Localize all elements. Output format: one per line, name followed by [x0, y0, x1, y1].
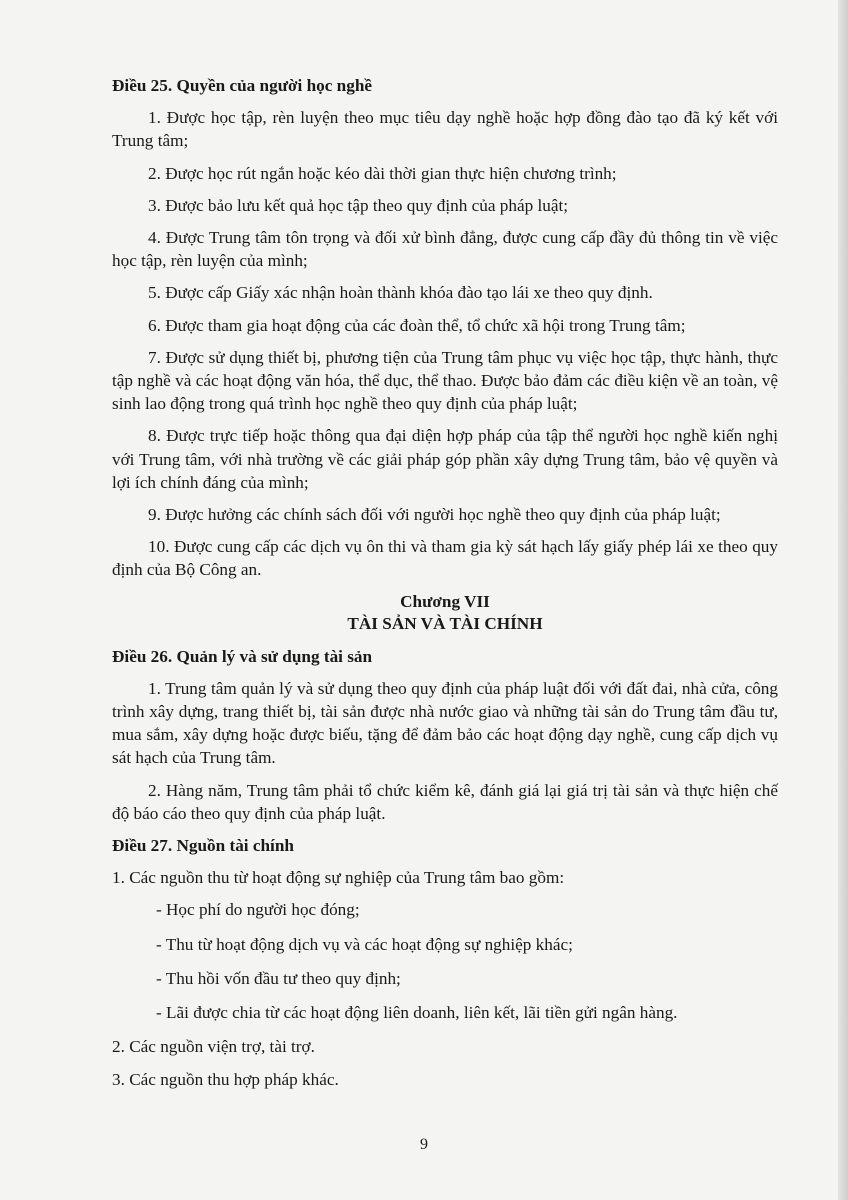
article-26-heading: Điều 26. Quản lý và sử dụng tài sản — [112, 646, 373, 666]
article-27-item-3: 3. Các nguồn thu hợp pháp khác. — [112, 1069, 339, 1089]
page-number: 9 — [420, 1136, 428, 1153]
article-26-item-1: 1. Trung tâm quản lý và sử dụng theo quy định của pháp luật đối với đất đai, nhà cửa, công trình xây dựng, trang thiết bị, tài sản được nhà nước giao và những tài sản do Trung tâm đầu tư, mua sắm, xây dựng hoặc được biếu, tặng để đảm bảo các hoạt động dạy nghề, cung cấp dịch vụ sát hạch của Trung tâm. — [112, 678, 778, 768]
article-27-item-2: 2. Các nguồn viện trợ, tài trợ. — [112, 1037, 315, 1057]
article-27-dash-1: - Học phí do người học đóng; — [156, 900, 360, 920]
article-25-item-6: 6. Được tham gia hoạt động của các đoàn thể, tổ chức xã hội trong Trung tâm; — [148, 315, 686, 335]
article-26-item-2: 2. Hàng năm, Trung tâm phải tổ chức kiểm kê, đánh giá lại giá trị tài sản và thực hiện chế độ báo cáo theo quy định của pháp luật. — [112, 780, 778, 823]
article-25-item-10: 10. Được cung cấp các dịch vụ ôn thi và tham gia kỳ sát hạch lấy giấy phép lái xe theo quy định của Bộ Công an. — [112, 537, 778, 580]
article-27-item-1: 1. Các nguồn thu từ hoạt động sự nghiệp của Trung tâm bao gồm: — [112, 868, 565, 888]
article-25-heading: Điều 25. Quyền của người học nghề — [112, 76, 373, 95]
article-27-dash-2: - Thu từ hoạt động dịch vụ và các hoạt động sự nghiệp khác; — [156, 934, 573, 954]
article-27-dash-4: - Lãi được chia từ các hoạt động liên doanh, liên kết, lãi tiền gửi ngân hàng. — [156, 1003, 678, 1023]
article-25-item-9: 9. Được hưởng các chính sách đối với người học nghề theo quy định của pháp luật; — [148, 505, 721, 525]
article-25-item-8: 8. Được trực tiếp hoặc thông qua đại diện hợp pháp của tập thể người học nghề kiến nghị với Trung tâm, với nhà trường về các giải pháp góp phần xây dựng Trung tâm, bảo vệ quyền và lợi ích chính đáng của mình; — [112, 426, 778, 492]
article-25-item-5: 5. Được cấp Giấy xác nhận hoàn thành khóa đào tạo lái xe theo quy định. — [148, 283, 653, 303]
document-page — [112, 74, 778, 1100]
article-25-item-7: 7. Được sử dụng thiết bị, phương tiện của Trung tâm phục vụ việc học tập, thực hành, thực tập nghề và các hoạt động văn hóa, thể dục, thể thao. Được bảo đảm các điều kiện về an toàn, vệ sinh lao động trong quá trình học nghề theo quy định của pháp luật; — [112, 347, 778, 414]
chapter-title: TÀI SẢN VÀ TÀI CHÍNH — [347, 613, 543, 633]
article-25-item-2: 2. Được học rút ngắn hoặc kéo dài thời gian thực hiện chương trình; — [148, 163, 617, 183]
article-25-item-3: 3. Được bảo lưu kết quả học tập theo quy định của pháp luật; — [148, 195, 569, 215]
article-25-item-1: 1. Được học tập, rèn luyện theo mục tiêu dạy nghề hoặc hợp đồng đào tạo đã ký kết với Trung tâm; — [112, 108, 778, 151]
chapter-heading — [112, 591, 778, 635]
article-27-heading: Điều 27. Nguồn tài chính — [112, 836, 294, 856]
page-edge — [838, 0, 848, 1200]
article-25-item-4: 4. Được Trung tâm tôn trọng và đối xử bình đẳng, được cung cấp đầy đủ thông tin về việc học tập, rèn luyện của mình; — [112, 228, 778, 271]
article-27-dash-3: - Thu hồi vốn đầu tư theo quy định; — [156, 968, 401, 988]
chapter-number: Chương VII — [400, 591, 490, 611]
